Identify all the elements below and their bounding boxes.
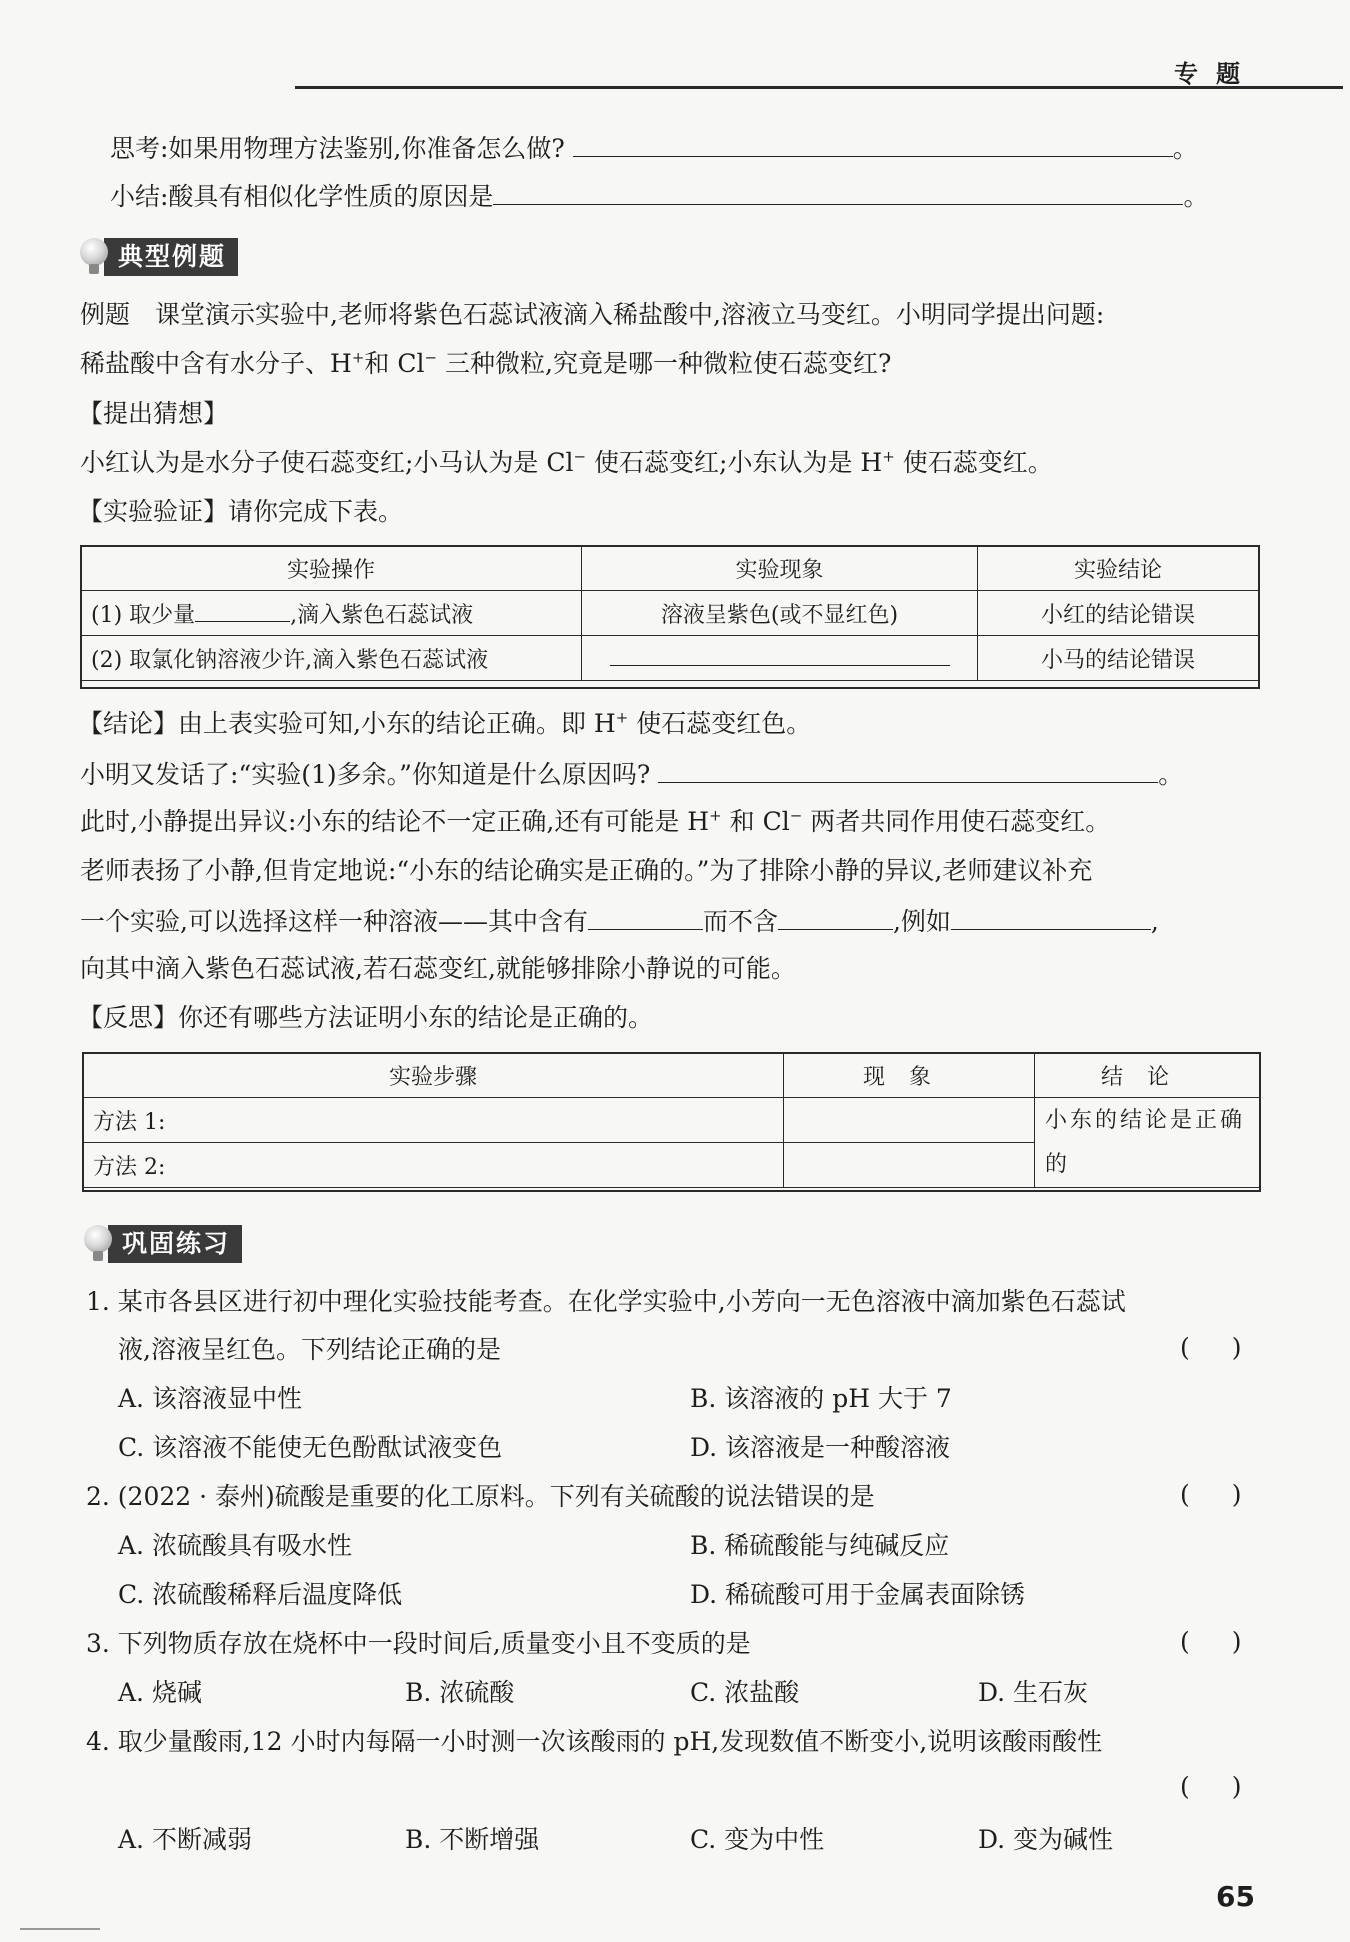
question-1: 1. 某市各县区进行初中理化实验技能考查。在化学实验中,小芳向一无色溶液中滴加紫色石蕊试 — [86, 1287, 1126, 1316]
summary-text: 小结:酸具有相似化学性质的原因是 — [110, 182, 494, 211]
option-c[interactable]: C. 变为中性 — [690, 1825, 825, 1854]
table-cell[interactable] — [784, 1098, 1035, 1143]
conclusion-line: 【结论】由上表实验可知,小东的结论正确。即 H+ 使石蕊变红色。 — [78, 708, 812, 738]
section-title: 巩固练习 — [108, 1225, 242, 1263]
column-header: 结论 — [1035, 1053, 1260, 1098]
think-question: 思考:如果用物理方法鉴别,你准备怎么做? 。 — [110, 130, 1198, 166]
option-d[interactable]: D. 稀硫酸可用于金属表面除锈 — [690, 1580, 1026, 1609]
question-4: 4. 取少量酸雨,12 小时内每隔一小时测一次该酸雨的 pH,发现数值不断变小,说明该酸雨酸性 — [86, 1727, 1103, 1756]
option-b[interactable]: B. 不断增强 — [405, 1825, 540, 1854]
example-line-2: 稀盐酸中含有水分子、H+和 Cl− 三种微粒,究竟是哪一种微粒使石蕊变红? — [80, 348, 892, 378]
lightbulb-icon — [84, 1225, 112, 1263]
table-cell[interactable]: 方法 2: — [83, 1143, 784, 1188]
option-c[interactable]: C. 浓盐酸 — [690, 1678, 800, 1707]
answer-bracket[interactable]: ( ) — [1180, 1333, 1254, 1362]
option-c[interactable]: C. 浓硫酸稀释后温度降低 — [118, 1580, 403, 1609]
suggestion-line-2: 向其中滴入紫色石蕊试液,若石蕊变红,就能够排除小静说的可能。 — [80, 954, 796, 983]
think-text: 思考:如果用物理方法鉴别,你准备怎么做? — [110, 134, 565, 163]
verify-table — [80, 545, 1259, 681]
reflection-heading: 【反思】你还有哪些方法证明小东的结论是正确的。 — [78, 1003, 654, 1032]
option-b[interactable]: B. 稀硫酸能与纯碱反应 — [690, 1531, 950, 1560]
option-d[interactable]: D. 该溶液是一种酸溶液 — [690, 1433, 951, 1462]
hypothesis-heading: 【提出猜想】 — [78, 399, 229, 428]
verify-heading: 【实验验证】请你完成下表。 — [78, 497, 404, 526]
answer-bracket[interactable]: ( ) — [1180, 1772, 1254, 1801]
answer-blank[interactable] — [610, 645, 950, 666]
section-badge-practice — [84, 1225, 242, 1263]
table-cell: 小红的结论错误 — [978, 591, 1259, 636]
header-title: 专题 — [1174, 60, 1258, 88]
answer-blank[interactable] — [778, 903, 893, 930]
table-cell — [582, 636, 978, 681]
section-badge-example — [80, 238, 238, 276]
table-cell: (2) 取氯化钠溶液少许,滴入紫色石蕊试液 — [81, 636, 582, 681]
lightbulb-icon — [80, 238, 108, 276]
summary-line: 小结:酸具有相似化学性质的原因是 。 — [110, 178, 1208, 214]
option-a[interactable]: A. 浓硫酸具有吸水性 — [118, 1531, 352, 1560]
table-cell[interactable] — [784, 1143, 1035, 1188]
option-b[interactable]: B. 该溶液的 pH 大于 7 — [690, 1384, 952, 1413]
column-header: 实验结论 — [978, 546, 1259, 591]
column-header: 实验现象 — [582, 546, 978, 591]
answer-blank[interactable] — [658, 756, 1158, 783]
option-d[interactable]: D. 生石灰 — [978, 1678, 1089, 1707]
section-title: 典型例题 — [104, 238, 238, 276]
option-c[interactable]: C. 该溶液不能使无色酚酞试液变色 — [118, 1433, 503, 1462]
reflection-table — [82, 1052, 1260, 1188]
page-number: 65 — [1216, 1880, 1255, 1913]
answer-bracket[interactable]: ( ) — [1180, 1480, 1254, 1509]
option-a[interactable]: A. 不断减弱 — [118, 1825, 252, 1854]
answer-blank[interactable] — [573, 130, 1173, 157]
option-d[interactable]: D. 变为碱性 — [978, 1825, 1114, 1854]
question-3: 3. 下列物质存放在烧杯中一段时间后,质量变小且不变质的是 — [86, 1629, 751, 1658]
table-cell: 小东的结论是正确的 — [1035, 1098, 1260, 1188]
answer-blank[interactable] — [588, 903, 703, 930]
footer-rule — [20, 1928, 100, 1930]
answer-blank[interactable] — [951, 903, 1151, 930]
example-line-1: 例题 课堂演示实验中,老师将紫色石蕊试液滴入稀盐酸中,溶液立马变红。小明同学提出问题: — [80, 300, 1105, 329]
table-cell: 小马的结论错误 — [978, 636, 1259, 681]
column-header: 实验操作 — [81, 546, 582, 591]
table-row — [81, 591, 1259, 636]
option-a[interactable]: A. 该溶液显中性 — [118, 1384, 302, 1413]
question-2: 2. (2022 · 泰州)硫酸是重要的化工原料。下列有关硫酸的说法错误的是 — [86, 1482, 875, 1511]
column-header: 实验步骤 — [83, 1053, 784, 1098]
teacher-line: 老师表扬了小静,但肯定地说:“小东的结论确实是正确的。”为了排除小静的异议,老师建议补充 — [80, 856, 1093, 885]
objection-line: 此时,小静提出异议:小东的结论不一定正确,还有可能是 H+ 和 Cl− 两者共同作用使石蕊变红。 — [80, 806, 1111, 836]
hypothesis-text: 小红认为是水分子使石蕊变红;小马认为是 Cl− 使石蕊变红;小东认为是 H+ 使石蕊变红。 — [80, 447, 1053, 477]
option-a[interactable]: A. 烧碱 — [118, 1678, 202, 1707]
table-header-row — [83, 1053, 1260, 1098]
table-cell: 溶液呈紫色(或不显红色) — [582, 591, 978, 636]
option-b[interactable]: B. 浓硫酸 — [405, 1678, 515, 1707]
suggestion-line: 一个实验,可以选择这样一种溶液——其中含有 而不含 ,例如 , — [80, 903, 1159, 939]
question-1-cont: 液,溶液呈红色。下列结论正确的是 — [118, 1335, 501, 1364]
answer-blank[interactable] — [195, 601, 290, 622]
column-header: 现象 — [784, 1053, 1035, 1098]
table-row — [83, 1098, 1260, 1143]
table-cell[interactable]: 方法 1: — [83, 1098, 784, 1143]
table-cell: (1) 取少量 ,滴入紫色石蕊试液 — [81, 591, 582, 636]
table-row — [81, 636, 1259, 681]
table-header-row — [81, 546, 1259, 591]
answer-blank[interactable] — [493, 178, 1183, 205]
answer-bracket[interactable]: ( ) — [1180, 1627, 1254, 1656]
xiaoming-line: 小明又发话了:“实验(1)多余。”你知道是什么原因吗? 。 — [80, 756, 1183, 792]
